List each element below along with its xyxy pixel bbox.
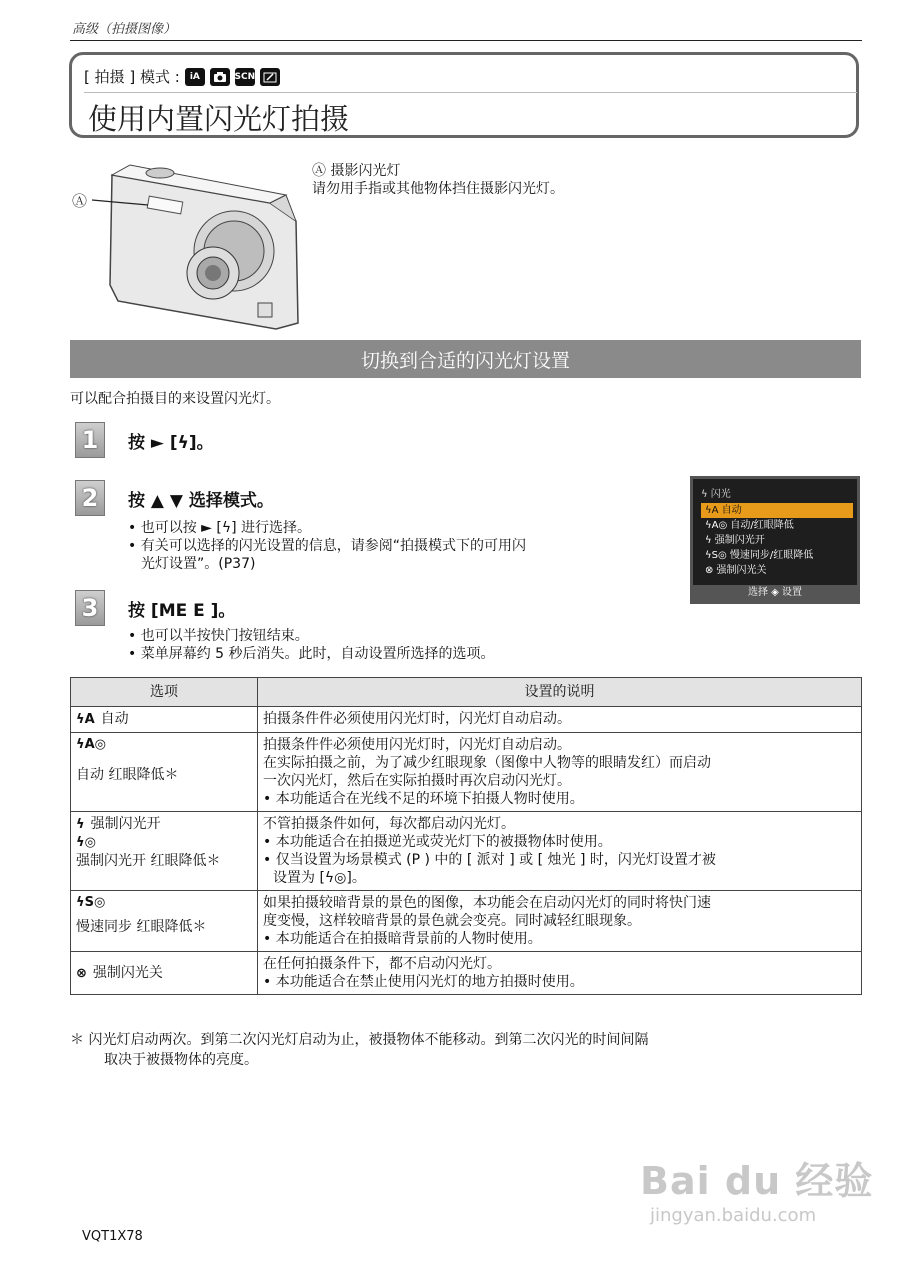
description-cell — [258, 707, 862, 733]
description-line: 在实际拍摄之前，为了减少红眼现象（图像中人物等的眼睛发红）而启动 — [263, 755, 711, 771]
step-3-text: 按 [ME E ]。 — [128, 601, 236, 621]
description-line: 设置为 [ϟ◎]。 — [273, 870, 366, 886]
table-row — [71, 733, 862, 812]
lcd-menu-screenshot — [690, 476, 860, 604]
flash-on-icon: ϟ — [76, 817, 85, 832]
option-cell — [71, 891, 258, 952]
lcd-menu-item: ϟS◎ 慢速同步/红眼降低 — [705, 550, 814, 561]
lcd-menu-item: ϟA◎ 自动/红眼降低 — [705, 520, 794, 531]
option-cell — [71, 812, 258, 891]
description-line: • 本功能适合在拍摄暗背景前的人物时使用。 — [263, 931, 542, 947]
column-header: 选项 — [71, 678, 258, 707]
mode-line — [84, 66, 280, 87]
description-cell — [258, 733, 862, 812]
option-label: 自动 — [100, 711, 129, 727]
description-line: • 本功能适合在禁止使用闪光灯的地方拍摄时使用。 — [263, 974, 584, 990]
step-3-number: 3 — [75, 590, 105, 626]
flash-on-redeye-icon: ϟ◎ — [76, 835, 96, 850]
step-3-bullet: • 菜单屏幕约 5 秒后消失。此时，自动设置所选择的选项。 — [128, 646, 495, 662]
step-2-bullet: • 有关可以选择的闪光设置的信息，请参阅“拍摄模式下的可用闪 — [128, 538, 526, 554]
baidu-watermark — [640, 1150, 873, 1226]
option-label: 强制闪光开 红眼降低＊ — [76, 853, 221, 869]
section-heading: 切换到合适的闪光灯设置 — [70, 340, 861, 378]
option-label: 自动 红眼降低＊ — [76, 767, 179, 783]
page-header: 高级（拍摄图像） — [72, 22, 177, 37]
description-cell — [258, 952, 862, 995]
step-1-number: 1 — [75, 422, 105, 458]
step-2-bullet: 光灯设置”。(P37) — [141, 556, 256, 572]
table-header-row — [71, 678, 862, 707]
table-row — [71, 891, 862, 952]
flash-description: 请勿用手指或其他物体挡住摄影闪光灯。 — [312, 181, 564, 197]
footnote — [70, 1030, 860, 1070]
flash-auto-icon: ϟA — [76, 712, 95, 727]
callout-marker: Ⓐ — [72, 192, 88, 210]
page-code: VQT1X78 — [82, 1229, 143, 1244]
table-row — [71, 952, 862, 995]
camera-icon — [210, 68, 230, 86]
lcd-menu-item: ⊗ 强制闪光关 — [705, 565, 767, 576]
option-label: 慢速同步 红眼降低＊ — [76, 919, 207, 935]
step-2-number: 2 — [75, 480, 105, 516]
step-2-bullet: • 也可以按 ► [ϟ] 进行选择。 — [128, 520, 311, 536]
scene-mode-icon: SCN — [235, 68, 255, 86]
title-divider — [84, 92, 857, 93]
table-row — [71, 812, 862, 891]
header-rule — [70, 40, 862, 41]
ia-mode-icon: iA — [185, 68, 205, 86]
flash-auto-redeye-icon: ϟA◎ — [76, 737, 106, 752]
option-label: 强制闪光开 — [90, 816, 161, 832]
flash-off-icon: ⊗ — [76, 965, 87, 981]
lcd-menu-item: ϟ 强制闪光开 — [705, 535, 765, 546]
step-2-text: 按 ▲ ▼ 选择模式。 — [128, 491, 274, 511]
description-line: 度变慢，这样较暗背景的景色就会变亮。同时减轻红眼现象。 — [263, 913, 641, 929]
option-cell — [71, 952, 258, 995]
step-1-text: 按 ► [ϟ]。 — [128, 433, 214, 453]
lcd-footer: 选择 ◈ 设置 — [693, 585, 857, 601]
description-line: 不管拍摄条件如何，每次都启动闪光灯。 — [263, 816, 515, 832]
description-line: 如果拍摄较暗背景的景色的图像，本功能会在启动闪光灯的同时将快门速 — [263, 895, 711, 911]
footnote-line: ＊ 闪光灯启动两次。到第二次闪光灯启动为止，被摄物体不能移动。到第二次闪光的时间间隔 — [70, 1032, 649, 1048]
watermark-url: jingyan.baidu.com — [650, 1205, 817, 1226]
description-line: 在任何拍摄条件下，都不启动闪光灯。 — [263, 956, 501, 972]
custom-scene-icon — [260, 68, 280, 86]
option-cell — [71, 707, 258, 733]
camera-illustration — [70, 155, 306, 333]
description-line: 一次闪光灯，然后在实际拍摄时再次启动闪光灯。 — [263, 773, 571, 789]
lcd-menu-item: ϟA 自动 — [701, 503, 853, 518]
flash-options-table — [70, 677, 862, 995]
watermark-brand: Bai du 经验 — [640, 1159, 874, 1203]
option-cell — [71, 733, 258, 812]
description-line: • 本功能适合在拍摄逆光或荧光灯下的被摄物体时使用。 — [263, 834, 612, 850]
description-line: • 本功能适合在光线不足的环境下拍摄人物时使用。 — [263, 791, 584, 807]
description-line: 拍摄条件件必须使用闪光灯时，闪光灯自动启动。 — [263, 737, 571, 753]
description-line: • 仅当设置为场景模式 (P ) 中的 [ 派对 ] 或 [ 烛光 ] 时，闪光灯设置才被 — [263, 852, 716, 868]
description-cell — [258, 812, 862, 891]
option-label: 强制闪光关 — [92, 964, 163, 981]
footnote-line: 取决于被摄物体的亮度。 — [104, 1052, 258, 1068]
mode-line-label: [ 拍摄 ] 模式 : — [84, 68, 180, 86]
step-3-bullet: • 也可以半按快门按钮结束。 — [128, 628, 309, 644]
page-title: 使用内置闪光灯拍摄 — [88, 102, 350, 136]
intro-text: 可以配合拍摄目的来设置闪光灯。 — [70, 391, 280, 407]
description-line: 拍摄条件件必须使用闪光灯时，闪光灯自动启动。 — [263, 711, 571, 727]
flash-label: Ⓐ 摄影闪光灯 — [312, 163, 401, 179]
lcd-header: ϟ 闪光 — [701, 489, 731, 500]
table-row — [71, 707, 862, 733]
description-cell — [258, 891, 862, 952]
column-header: 设置的说明 — [258, 678, 862, 707]
flash-slow-sync-icon: ϟS◎ — [76, 895, 106, 910]
